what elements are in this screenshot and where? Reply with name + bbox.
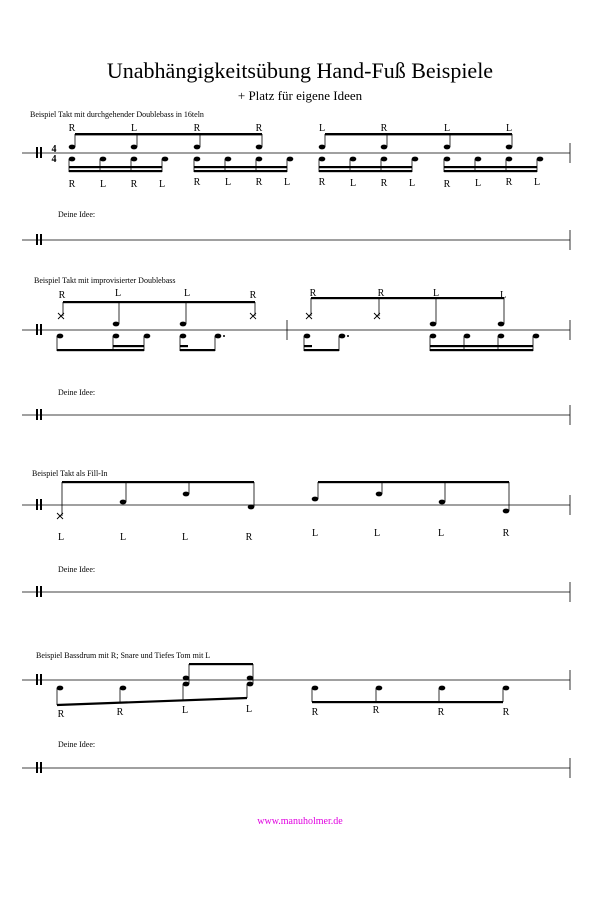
percussion-clef (36, 409, 42, 420)
svg-text:R: R (255, 123, 263, 134)
note-head (444, 145, 451, 150)
svg-text:R: R (380, 178, 388, 189)
svg-text:L: L (349, 178, 357, 189)
percussion-clef (36, 499, 42, 510)
empty-practice-staff (22, 565, 570, 602)
system-doublebass-16ths (22, 110, 570, 190)
hand-sticking (69, 123, 512, 134)
svg-text:R: R (193, 123, 201, 134)
svg-text:R: R (437, 707, 445, 718)
empty-practice-staff (22, 740, 570, 778)
svg-text:L: L (245, 704, 253, 715)
svg-text:L: L (443, 123, 451, 134)
svg-text:L: L (318, 123, 326, 134)
svg-text:L: L (311, 528, 319, 539)
time-signature-top: 4 (51, 144, 57, 155)
svg-text:L: L (432, 288, 440, 299)
website-link[interactable]: www.manuholmer.de (257, 816, 343, 827)
svg-text:L: L (283, 177, 291, 188)
svg-text:R: R (68, 123, 76, 134)
svg-text:R: R (130, 179, 138, 190)
svg-text:L: L (57, 532, 65, 543)
system-label: Deine Idee: (58, 388, 96, 397)
system-improvised-doublebass (22, 276, 570, 351)
svg-text:L: L (408, 178, 416, 189)
svg-text:L: L (474, 178, 482, 189)
svg-text:R: R (318, 177, 326, 188)
svg-text:R: R (249, 290, 257, 301)
svg-text:L: L (533, 177, 541, 188)
foot-sticking (69, 177, 540, 190)
svg-text:R: R (57, 709, 65, 720)
hand-notes (69, 133, 513, 149)
system-label: Beispiel Takt mit improvisierter Doublebass (34, 276, 176, 285)
foot-notes (69, 157, 544, 173)
time-signature-bottom: 4 (51, 154, 57, 165)
system-label: Deine Idee: (58, 210, 96, 219)
svg-text:L: L (119, 532, 127, 543)
svg-text:L: L (99, 179, 107, 190)
svg-text:L: L (499, 290, 507, 301)
beam (325, 133, 512, 135)
svg-text:R: R (502, 528, 510, 539)
page-title: Unabhängigkeitsübung Hand-Fuß Beispiele (106, 58, 494, 83)
svg-text:L: L (224, 177, 232, 188)
system-bassdrum-snare-tom (22, 651, 570, 720)
svg-text:R: R (443, 179, 451, 190)
empty-practice-staff (22, 388, 570, 425)
svg-text:L: L (181, 705, 189, 716)
svg-text:L: L (130, 123, 138, 134)
svg-text:R: R (502, 707, 510, 718)
svg-text:R: R (255, 177, 263, 188)
percussion-clef (36, 234, 42, 245)
note-head (69, 145, 76, 150)
svg-text:R: R (309, 288, 317, 299)
system-label: Beispiel Takt mit durchgehender Doublebass in 16teln (30, 110, 204, 119)
svg-text:R: R (311, 707, 319, 718)
svg-text:R: R (193, 177, 201, 188)
svg-text:R: R (505, 177, 513, 188)
svg-text:R: R (245, 532, 253, 543)
svg-text:R: R (372, 705, 380, 716)
svg-text:L: L (183, 288, 191, 299)
page-subtitle: + Platz für eigene Ideen (237, 88, 363, 103)
note-head (381, 145, 388, 150)
svg-text:R: R (68, 179, 76, 190)
svg-text:L: L (373, 528, 381, 539)
svg-text:R: R (380, 123, 388, 134)
note-head (319, 145, 326, 150)
svg-text:R: R (116, 707, 124, 718)
svg-text:L: L (158, 179, 166, 190)
system-label: Beispiel Bassdrum mit R; Snare und Tiefes Tom mit L (36, 651, 211, 660)
svg-text:L: L (437, 528, 445, 539)
note-head (194, 145, 201, 150)
percussion-clef (36, 586, 42, 597)
sticking (58, 704, 510, 720)
svg-text:R: R (58, 290, 66, 301)
percussion-clef (36, 324, 42, 335)
system-fill-in (22, 469, 570, 543)
beam (75, 133, 262, 135)
system-label: Beispiel Takt als Fill-In (32, 469, 108, 478)
system-label: Deine Idee: (58, 565, 96, 574)
note-head (506, 145, 513, 150)
empty-practice-staff (22, 210, 570, 250)
note-head (131, 145, 138, 150)
percussion-clef (36, 762, 42, 773)
svg-text:L: L (114, 288, 122, 299)
system-label: Deine Idee: (58, 740, 96, 749)
percussion-clef (36, 674, 42, 685)
note-head (256, 145, 263, 150)
percussion-clef (36, 147, 42, 158)
svg-text:R: R (377, 288, 385, 299)
svg-text:L: L (181, 532, 189, 543)
sticking (58, 528, 510, 543)
svg-text:L: L (505, 123, 513, 134)
